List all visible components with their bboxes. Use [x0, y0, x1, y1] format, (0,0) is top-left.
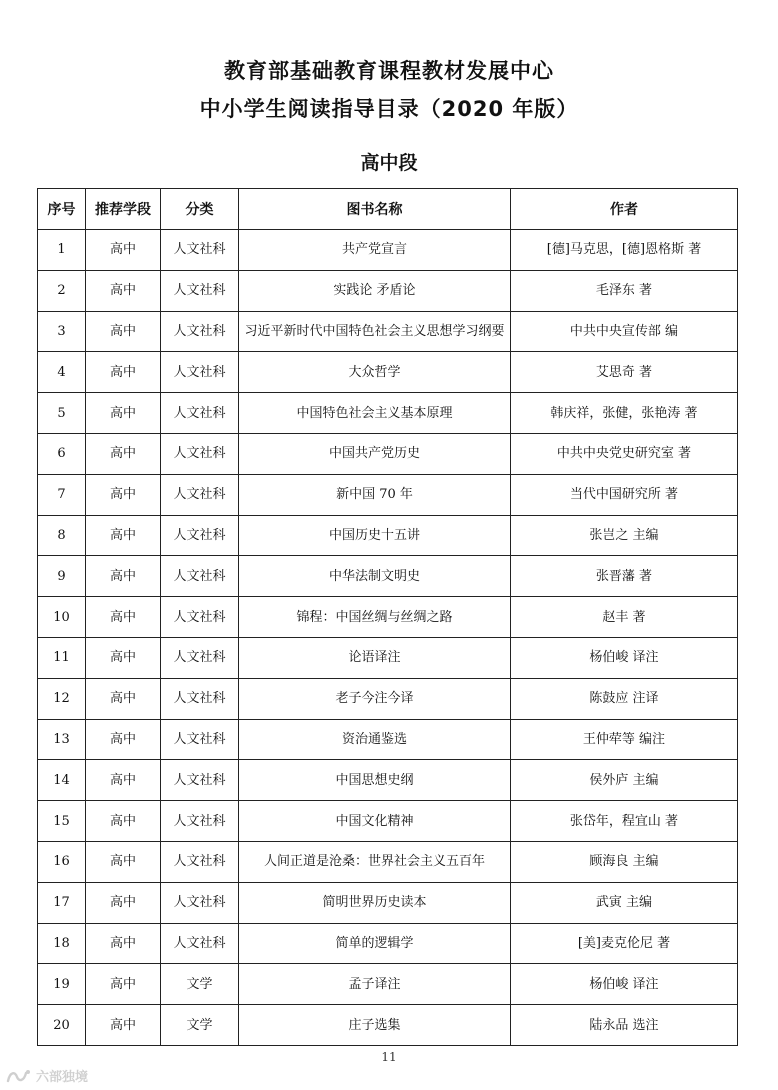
cell-category: 人文社科 — [161, 597, 239, 638]
cell-author: 陈鼓应 注译 — [511, 678, 738, 719]
table-row — [38, 923, 738, 964]
cell-book-title: 中华法制文明史 — [239, 556, 511, 597]
cell-level: 高中 — [86, 230, 161, 271]
cell-book-title: 简明世界历史读本 — [239, 882, 511, 923]
cell-author: 韩庆祥，张健，张艳涛 著 — [511, 393, 738, 434]
cell-category: 文学 — [161, 964, 239, 1005]
cell-level: 高中 — [86, 393, 161, 434]
cell-author: 张岱年，程宜山 著 — [511, 801, 738, 842]
table-row — [38, 882, 738, 923]
table-row — [38, 597, 738, 638]
cell-level: 高中 — [86, 311, 161, 352]
cell-book-title: 庄子选集 — [239, 1005, 511, 1046]
section-heading: 高中段 — [360, 152, 418, 174]
cell-level: 高中 — [86, 352, 161, 393]
table-row — [38, 474, 738, 515]
watermark — [6, 1066, 88, 1085]
cell-index: 6 — [38, 433, 86, 474]
table-row — [38, 801, 738, 842]
cell-index: 10 — [38, 597, 86, 638]
cell-level: 高中 — [86, 556, 161, 597]
table-row — [38, 230, 738, 271]
cell-book-title: 新中国 70 年 — [239, 474, 511, 515]
cell-category: 人文社科 — [161, 556, 239, 597]
cell-book-title: 中国历史十五讲 — [239, 515, 511, 556]
cell-index: 11 — [38, 637, 86, 678]
cell-category: 人文社科 — [161, 352, 239, 393]
cell-author: [美]麦克伦尼 著 — [511, 923, 738, 964]
cell-category: 人文社科 — [161, 311, 239, 352]
cell-level: 高中 — [86, 474, 161, 515]
table-row — [38, 433, 738, 474]
cell-book-title: 锦程：中国丝绸与丝绸之路 — [239, 597, 511, 638]
cell-book-title: 中国思想史纲 — [239, 760, 511, 801]
table-body — [38, 230, 738, 1046]
cell-book-title: 资治通鉴选 — [239, 719, 511, 760]
table-row — [38, 637, 738, 678]
cell-book-title: 中国共产党历史 — [239, 433, 511, 474]
column-header-category: 分类 — [161, 189, 239, 230]
cell-category: 人文社科 — [161, 801, 239, 842]
table-row — [38, 760, 738, 801]
cell-index: 5 — [38, 393, 86, 434]
cell-level: 高中 — [86, 678, 161, 719]
cell-book-title: 孟子译注 — [239, 964, 511, 1005]
cell-index: 3 — [38, 311, 86, 352]
cell-index: 14 — [38, 760, 86, 801]
cell-author: 艾思奇 著 — [511, 352, 738, 393]
cell-index: 9 — [38, 556, 86, 597]
cell-category: 人文社科 — [161, 393, 239, 434]
cell-category: 人文社科 — [161, 515, 239, 556]
cell-author: 张岂之 主编 — [511, 515, 738, 556]
table-row — [38, 515, 738, 556]
cell-book-title: 共产党宣言 — [239, 230, 511, 271]
cell-category: 人文社科 — [161, 433, 239, 474]
cell-level: 高中 — [86, 433, 161, 474]
reading-list-table — [37, 188, 738, 1046]
cell-category: 人文社科 — [161, 637, 239, 678]
cell-index: 12 — [38, 678, 86, 719]
cell-index: 16 — [38, 841, 86, 882]
table-row — [38, 270, 738, 311]
cell-level: 高中 — [86, 760, 161, 801]
cell-category: 人文社科 — [161, 230, 239, 271]
table-row — [38, 556, 738, 597]
cell-category: 人文社科 — [161, 270, 239, 311]
cell-level: 高中 — [86, 841, 161, 882]
watermark-text: 六部独境 — [36, 1070, 89, 1085]
cell-category: 人文社科 — [161, 719, 239, 760]
cell-category: 人文社科 — [161, 882, 239, 923]
cell-book-title: 人间正道是沧桑：世界社会主义五百年 — [239, 841, 511, 882]
cell-level: 高中 — [86, 270, 161, 311]
cell-author: 当代中国研究所 著 — [511, 474, 738, 515]
document-title — [0, 52, 778, 128]
table-row — [38, 1005, 738, 1046]
cell-book-title: 习近平新时代中国特色社会主义思想学习纲要 — [239, 311, 511, 352]
cell-author: [德]马克思，[德]恩格斯 著 — [511, 230, 738, 271]
cell-author: 赵丰 著 — [511, 597, 738, 638]
cell-author: 陆永品 选注 — [511, 1005, 738, 1046]
cell-author: 毛泽东 著 — [511, 270, 738, 311]
title-line-2: 中小学生阅读指导目录（2020 年版） — [199, 97, 579, 121]
cell-index: 20 — [38, 1005, 86, 1046]
cell-author: 侯外庐 主编 — [511, 760, 738, 801]
cell-level: 高中 — [86, 882, 161, 923]
cell-level: 高中 — [86, 719, 161, 760]
column-header-book-title: 图书名称 — [239, 189, 511, 230]
cell-level: 高中 — [86, 1005, 161, 1046]
cell-book-title: 中国文化精神 — [239, 801, 511, 842]
cell-book-title: 老子今注今译 — [239, 678, 511, 719]
cell-index: 8 — [38, 515, 86, 556]
cell-level: 高中 — [86, 964, 161, 1005]
cell-level: 高中 — [86, 597, 161, 638]
cell-index: 7 — [38, 474, 86, 515]
cell-book-title: 实践论 矛盾论 — [239, 270, 511, 311]
cell-author: 杨伯峻 译注 — [511, 964, 738, 1005]
cell-index: 4 — [38, 352, 86, 393]
cell-index: 17 — [38, 882, 86, 923]
brand-logo-icon — [6, 1068, 32, 1084]
cell-category: 文学 — [161, 1005, 239, 1046]
cell-author: 王仲荦等 编注 — [511, 719, 738, 760]
cell-level: 高中 — [86, 515, 161, 556]
table-row — [38, 393, 738, 434]
cell-category: 人文社科 — [161, 760, 239, 801]
cell-index: 18 — [38, 923, 86, 964]
column-header-level: 推荐学段 — [86, 189, 161, 230]
table-row — [38, 678, 738, 719]
column-header-index: 序号 — [38, 189, 86, 230]
table-header-row — [38, 189, 738, 230]
column-header-author: 作者 — [511, 189, 738, 230]
cell-level: 高中 — [86, 923, 161, 964]
cell-book-title: 简单的逻辑学 — [239, 923, 511, 964]
cell-author: 武寅 主编 — [511, 882, 738, 923]
cell-book-title: 大众哲学 — [239, 352, 511, 393]
cell-category: 人文社科 — [161, 678, 239, 719]
page-number: 11 — [381, 1050, 397, 1064]
cell-author: 中共中央党史研究室 著 — [511, 433, 738, 474]
table-row — [38, 964, 738, 1005]
table-row — [38, 841, 738, 882]
table-row — [38, 719, 738, 760]
cell-category: 人文社科 — [161, 841, 239, 882]
cell-author: 杨伯峻 译注 — [511, 637, 738, 678]
cell-index: 1 — [38, 230, 86, 271]
cell-book-title: 中国特色社会主义基本原理 — [239, 393, 511, 434]
table-row — [38, 352, 738, 393]
cell-category: 人文社科 — [161, 474, 239, 515]
cell-index: 15 — [38, 801, 86, 842]
title-line-1: 教育部基础教育课程教材发展中心 — [224, 59, 554, 83]
cell-author: 顾海良 主编 — [511, 841, 738, 882]
cell-index: 19 — [38, 964, 86, 1005]
cell-author: 张晋藩 著 — [511, 556, 738, 597]
cell-level: 高中 — [86, 637, 161, 678]
cell-book-title: 论语译注 — [239, 637, 511, 678]
cell-index: 2 — [38, 270, 86, 311]
cell-index: 13 — [38, 719, 86, 760]
table-row — [38, 311, 738, 352]
cell-category: 人文社科 — [161, 923, 239, 964]
cell-author: 中共中央宣传部 编 — [511, 311, 738, 352]
cell-level: 高中 — [86, 801, 161, 842]
